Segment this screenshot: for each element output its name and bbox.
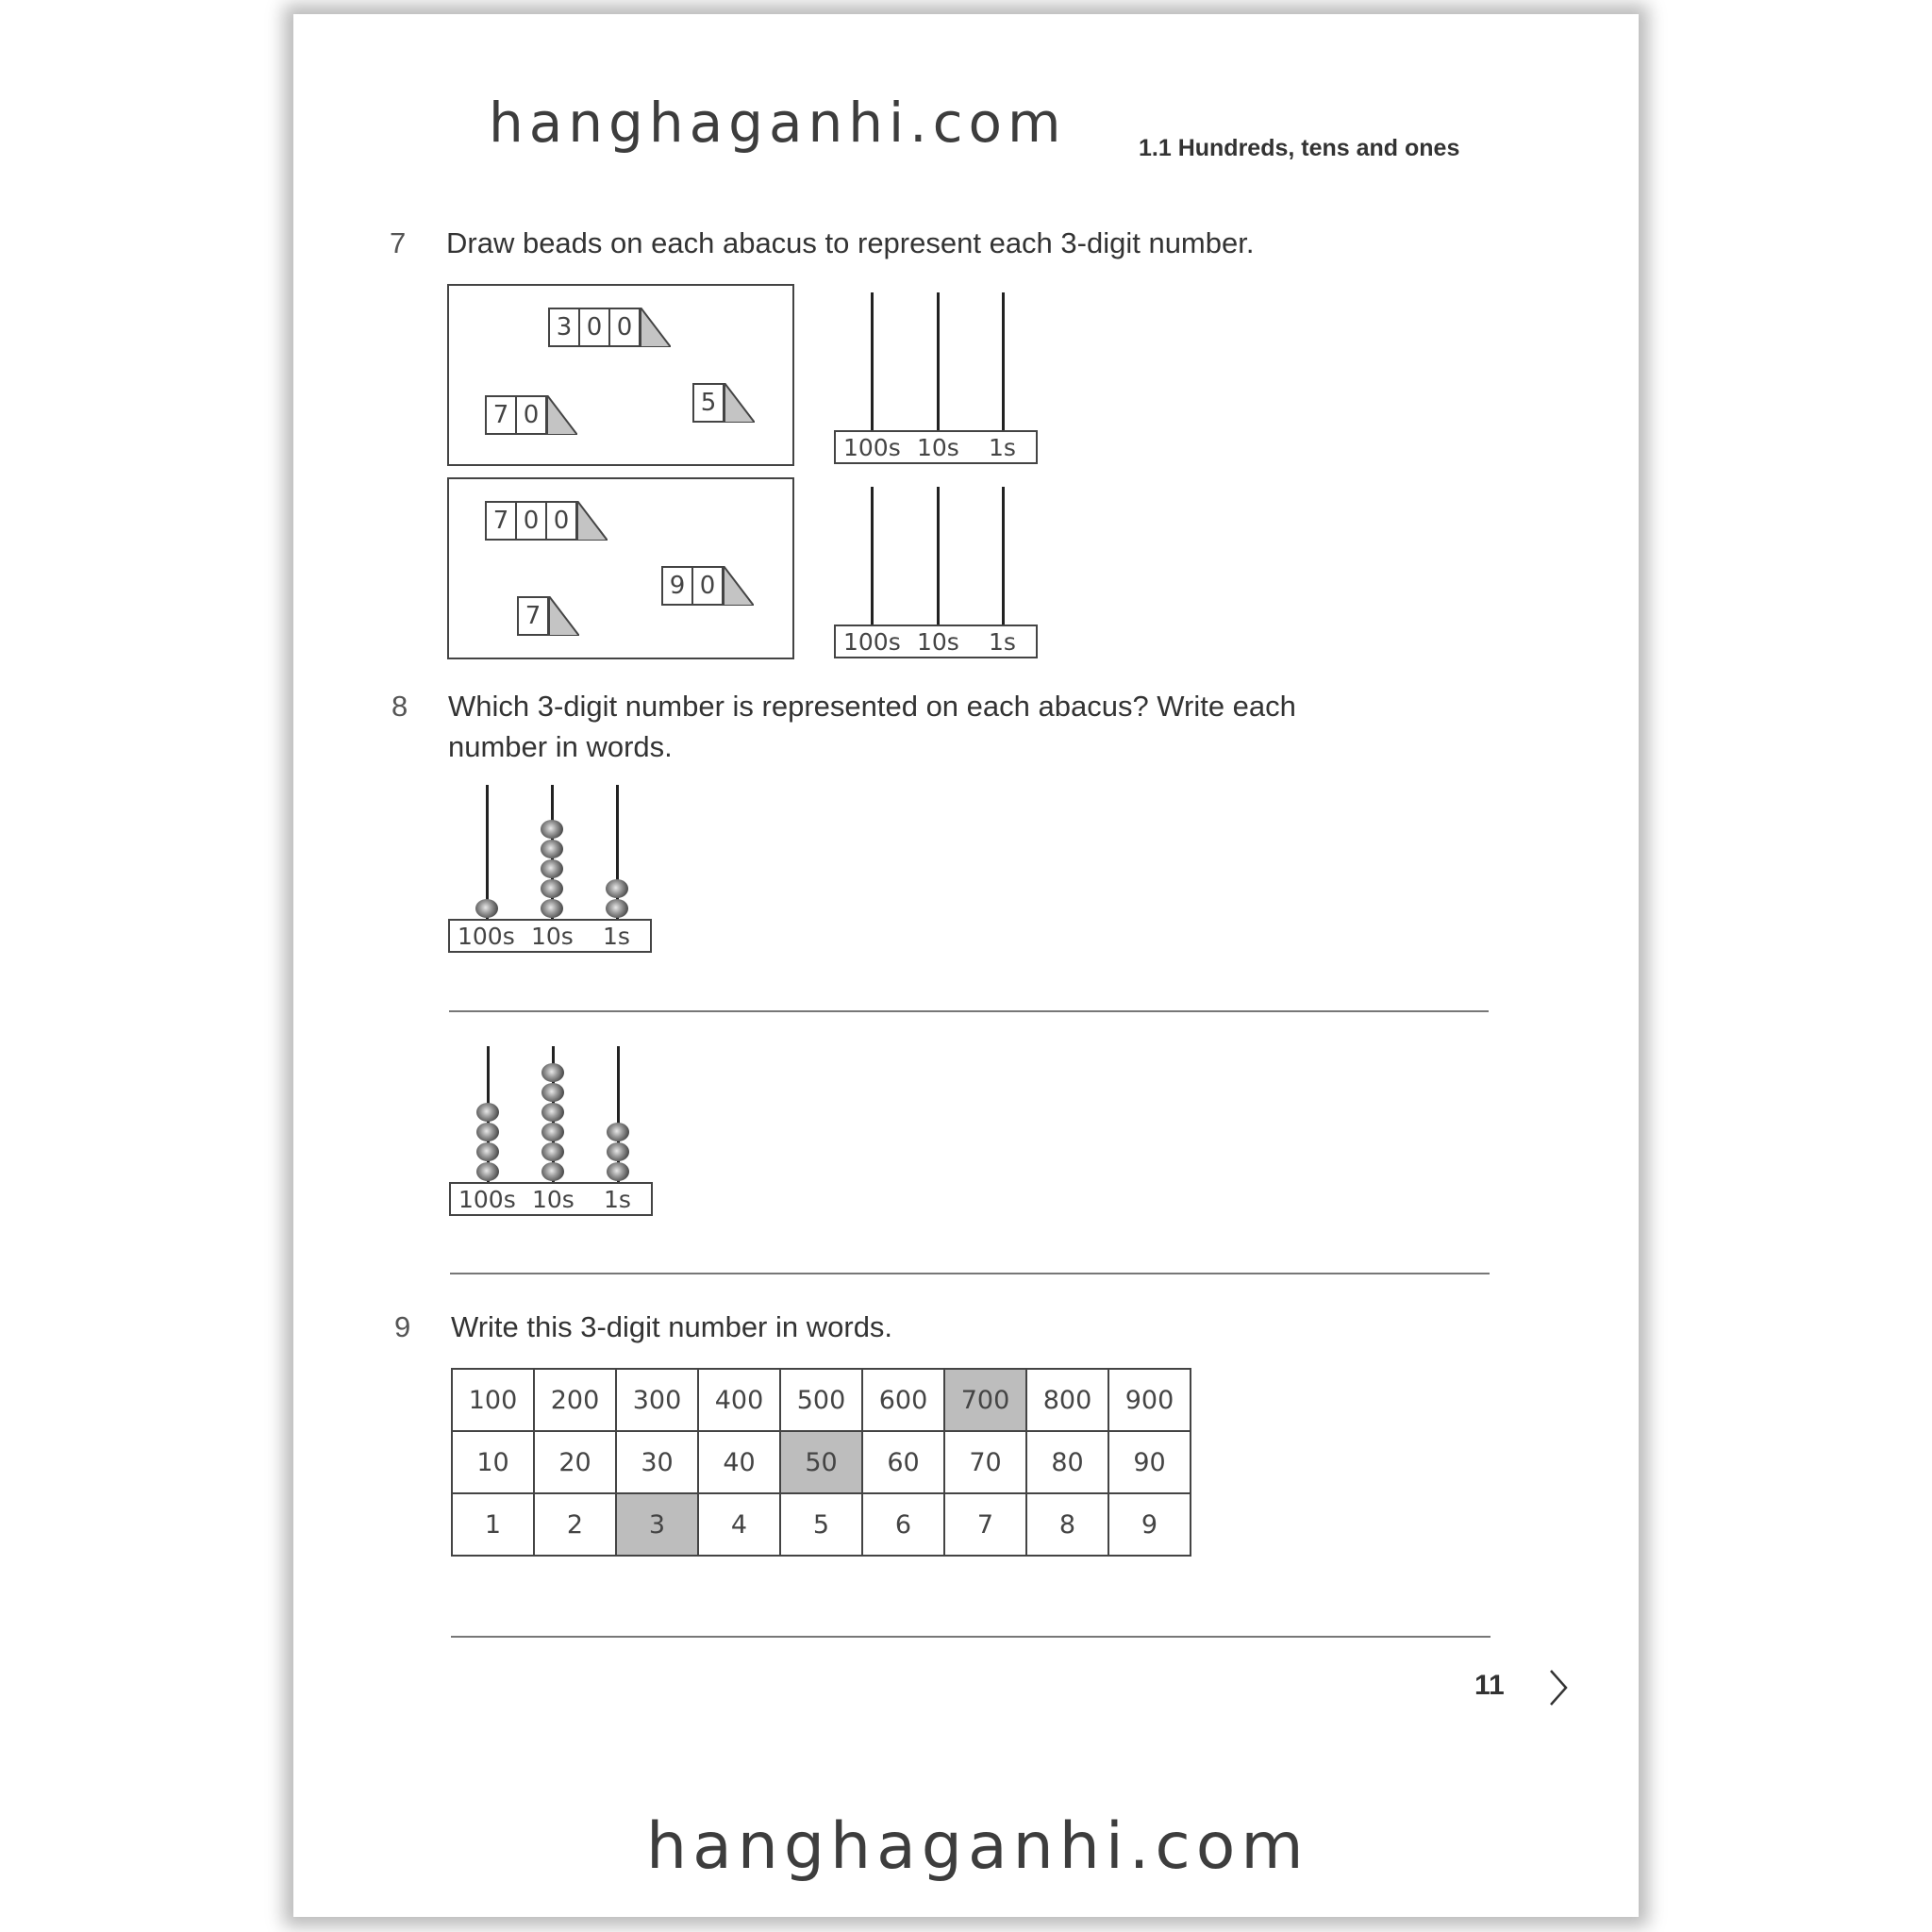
ones-rod (1002, 487, 1005, 628)
number-cards-frame-1 (447, 284, 794, 466)
bead (476, 1162, 499, 1181)
abacus-152 (448, 785, 656, 953)
bead (607, 1142, 629, 1161)
place-value-card-700 (485, 501, 608, 539)
question-8-number: 8 (391, 690, 408, 723)
answer-line-q8-1[interactable] (449, 1010, 1489, 1012)
label-tens: 10s (917, 434, 959, 461)
bead (541, 1123, 564, 1141)
grid-cell: 30 (616, 1431, 698, 1493)
question-8-text-line1: Which 3-digit number is represented on each abacus? Write each (448, 690, 1296, 723)
grid-cell: 800 (1026, 1369, 1108, 1431)
bead (541, 1083, 564, 1102)
card-digit: 7 (485, 395, 515, 435)
grid-cell: 90 (1108, 1431, 1191, 1493)
ones-rod (1002, 292, 1005, 434)
bead (476, 1103, 499, 1122)
grid-cell: 20 (534, 1431, 616, 1493)
bead (541, 840, 563, 858)
card-digit: 5 (692, 383, 724, 423)
card-tab-icon (724, 383, 755, 423)
number-cards-frame-2 (447, 477, 794, 659)
label-hundreds: 100s (458, 1186, 516, 1213)
card-tab-icon (641, 308, 671, 347)
label-ones: 1s (989, 434, 1016, 461)
card-digit: 3 (548, 308, 578, 347)
question-9-number: 9 (394, 1310, 411, 1343)
answer-line-q8-2[interactable] (450, 1273, 1490, 1274)
card-digit: 0 (691, 566, 724, 606)
watermark-bottom: hanghaganhi.com (646, 1809, 1309, 1884)
label-ones: 1s (604, 1186, 631, 1213)
grid-cell-shaded: 50 (780, 1431, 862, 1493)
place-value-card-70 (485, 395, 577, 433)
bead (475, 899, 498, 918)
grid-cell: 100 (452, 1369, 534, 1431)
label-ones: 1s (603, 923, 630, 950)
grid-cell: 1 (452, 1493, 534, 1556)
grid-cell: 5 (780, 1493, 862, 1556)
card-digit: 0 (515, 395, 547, 435)
grid-cell-shaded: 700 (944, 1369, 1026, 1431)
bead (541, 1162, 564, 1181)
place-value-card-5 (692, 383, 755, 421)
bead (541, 879, 563, 898)
label-hundreds: 100s (843, 434, 901, 461)
grid-cell: 60 (862, 1431, 944, 1493)
card-digit: 9 (661, 566, 691, 606)
label-hundreds: 100s (843, 628, 901, 656)
hundreds-rod (871, 292, 874, 434)
grid-cell: 200 (534, 1369, 616, 1431)
question-7-number: 7 (390, 226, 407, 259)
grid-cell: 300 (616, 1369, 698, 1431)
card-digit: 0 (578, 308, 608, 347)
card-digit: 0 (608, 308, 641, 347)
card-digit: 7 (485, 501, 515, 541)
bead (476, 1142, 499, 1161)
page-number: 11 (1474, 1670, 1505, 1701)
label-tens: 10s (532, 1186, 575, 1213)
question-8-text-line2: number in words. (448, 730, 673, 763)
bead (541, 1103, 564, 1122)
chevron-right-icon[interactable] (1547, 1668, 1570, 1707)
grid-cell: 8 (1026, 1493, 1108, 1556)
abacus-base (834, 625, 1038, 658)
empty-abacus-2[interactable] (834, 487, 1041, 658)
bead (606, 899, 628, 918)
card-tab-icon (549, 596, 579, 636)
place-value-grid (451, 1368, 1191, 1557)
bead (607, 1123, 629, 1141)
grid-cell: 7 (944, 1493, 1026, 1556)
abacus-463 (449, 1046, 657, 1216)
card-tab-icon (547, 395, 577, 435)
abacus-base (834, 430, 1038, 464)
grid-cell: 400 (698, 1369, 780, 1431)
bead (541, 1142, 564, 1161)
grid-cell: 9 (1108, 1493, 1191, 1556)
grid-cell: 900 (1108, 1369, 1191, 1431)
grid-cell: 6 (862, 1493, 944, 1556)
watermark-top: hanghaganhi.com (489, 91, 1067, 155)
bead (606, 879, 628, 898)
hundreds-rod (871, 487, 874, 628)
grid-cell: 40 (698, 1431, 780, 1493)
abacus-base (448, 919, 652, 953)
ones-row (452, 1493, 1191, 1556)
answer-line-q9[interactable] (451, 1636, 1491, 1638)
grid-cell: 80 (1026, 1431, 1108, 1493)
hundreds-row (452, 1369, 1191, 1431)
question-7-text: Draw beads on each abacus to represent each 3-digit number. (446, 226, 1255, 259)
grid-cell-shaded: 3 (616, 1493, 698, 1556)
grid-cell: 70 (944, 1431, 1026, 1493)
bead (541, 859, 563, 878)
bead (541, 1063, 564, 1082)
grid-cell: 10 (452, 1431, 534, 1493)
card-digit: 7 (517, 596, 549, 636)
bead (607, 1162, 629, 1181)
place-value-card-90 (661, 566, 754, 604)
section-title: 1.1 Hundreds, tens and ones (1139, 135, 1460, 161)
question-9-text: Write this 3-digit number in words. (451, 1310, 893, 1343)
tens-rod (937, 487, 940, 628)
grid-cell: 2 (534, 1493, 616, 1556)
card-digit: 0 (515, 501, 545, 541)
tens-row (452, 1431, 1191, 1493)
bead (541, 820, 563, 839)
bead (541, 899, 563, 918)
card-digit: 0 (545, 501, 577, 541)
card-tab-icon (577, 501, 608, 541)
grid-cell: 600 (862, 1369, 944, 1431)
empty-abacus-1[interactable] (834, 292, 1041, 464)
label-tens: 10s (917, 628, 959, 656)
label-hundreds: 100s (458, 923, 515, 950)
grid-cell: 4 (698, 1493, 780, 1556)
grid-cell: 500 (780, 1369, 862, 1431)
card-tab-icon (724, 566, 754, 606)
bead (476, 1123, 499, 1141)
tens-rod (937, 292, 940, 434)
place-value-card-7 (517, 596, 579, 634)
abacus-base (449, 1182, 653, 1216)
place-value-card-300 (548, 308, 671, 345)
label-tens: 10s (531, 923, 574, 950)
label-ones: 1s (989, 628, 1016, 656)
